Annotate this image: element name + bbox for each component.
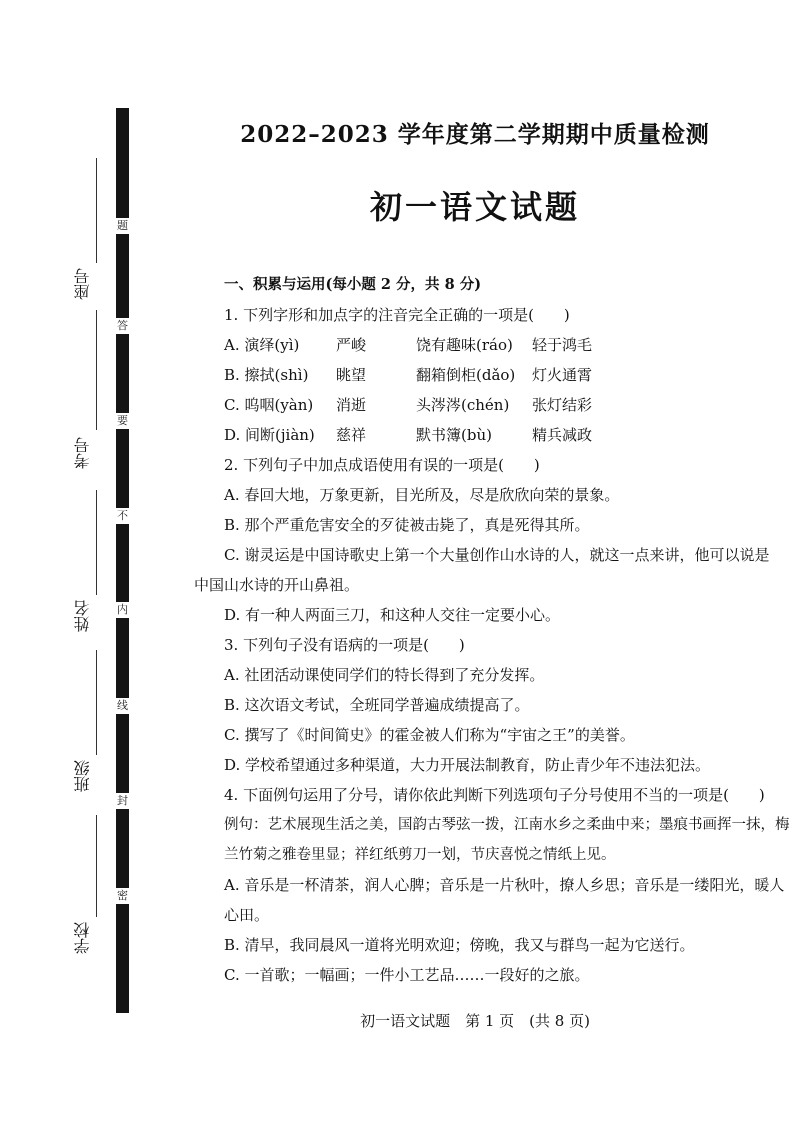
q1-d-4: 精兵减政 xyxy=(532,426,593,444)
name-field[interactable] xyxy=(96,490,97,595)
question-content xyxy=(194,270,792,990)
q1-stem: 1. 下列字形和加点字的注音完全正确的一项是( ) xyxy=(224,306,570,324)
q1-a-2: 严峻 xyxy=(336,336,367,354)
exam-subtitle: 初一语文试题 xyxy=(369,188,580,226)
q4-example: 例句：艺术展现生活之美，国韵古琴弦一拨，江南水乡之柔曲中来；墨痕书画挥一抹，梅兰竹菊之雅卷里显；祥红纸剪刀一划，节庆喜悦之情纸上见。 xyxy=(224,817,790,863)
q1-b-2: 眺望 xyxy=(336,366,367,384)
class-label: 班级 xyxy=(73,760,92,792)
binding-bar xyxy=(116,108,129,1013)
page-footer: 初一语文试题 第 1 页 (共 8 页) xyxy=(360,1012,590,1030)
q3-option-c: C. 撰写了《时间简史》的霍金被人们称为“宇宙之王”的美誉。 xyxy=(224,726,635,744)
q1-c-1: C. 呜咽(yàn) xyxy=(224,396,314,414)
q3-option-a: A. 社团活动课使同学们的特长得到了充分发挥。 xyxy=(224,666,545,684)
q4-option-a: A. 音乐是一杯清茶，润人心脾；音乐是一片秋叶，撩人乡思；音乐是一缕阳光，暖人心田。 xyxy=(224,876,785,924)
exam-number-field[interactable] xyxy=(96,310,97,430)
seal-char-da: 答 xyxy=(117,319,128,332)
q1-b-3: 翻箱倒柜(dǎo) xyxy=(416,366,516,384)
seal-char-feng: 封 xyxy=(117,794,128,807)
school-label: 学校 xyxy=(73,922,92,954)
q1-d-1: D. 间断(jiàn) xyxy=(224,426,315,444)
class-field[interactable] xyxy=(96,650,97,755)
q1-c-3: 头涔涔(chén) xyxy=(416,396,510,414)
q1-c-4: 张灯结彩 xyxy=(532,396,593,414)
q1-option-c xyxy=(194,390,792,420)
q1-c-2: 消逝 xyxy=(336,396,367,414)
q2-option-c-line2: 中国山水诗的开山鼻祖。 xyxy=(194,576,360,594)
name-label: 姓名 xyxy=(73,600,92,632)
q3-stem: 3. 下列句子没有语病的一项是( ) xyxy=(224,636,465,654)
seal-char-bu: 不 xyxy=(117,509,128,522)
seal-char-nei: 内 xyxy=(117,603,128,616)
seal-char-yao: 要 xyxy=(117,414,128,427)
q1-d-2: 慈祥 xyxy=(336,426,367,444)
seat-number-label: 座号 xyxy=(73,268,92,300)
seat-number-field[interactable] xyxy=(96,158,97,263)
school-field[interactable] xyxy=(96,815,97,917)
q1-d-3: 默书簿(bù) xyxy=(416,426,492,444)
seal-char-mi: 密 xyxy=(117,889,128,902)
q4-stem: 4. 下面例句运用了分号，请你依此判断下列选项句子分号使用不当的一项是( ) xyxy=(224,786,765,804)
q3-option-d: D. 学校希望通过多种渠道，大力开展法制教育，防止青少年不违法犯法。 xyxy=(224,756,711,774)
seal-char-ti: 题 xyxy=(117,219,128,232)
q4-option-b: B. 清早，我同晨风一道将光明欢迎；傍晚，我又与群鸟一起为它送行。 xyxy=(224,936,695,954)
q1-option-b xyxy=(194,360,792,390)
q2-option-c-line1: C. 谢灵运是中国诗歌史上第一个大量创作山水诗的人，就这一点来讲，他可以说是 xyxy=(224,546,770,564)
seal-char-xian: 线 xyxy=(117,699,128,712)
q1-a-4: 轻于鸿毛 xyxy=(532,336,593,354)
q1-a-3: 饶有趣味(ráo) xyxy=(416,336,513,354)
q1-a-1: A. 演绎(yì) xyxy=(224,336,300,354)
q1-b-4: 灯火通霄 xyxy=(532,366,593,384)
q4-option-c: C. 一首歌；一幅画；一件小工艺品……一段好的之旅。 xyxy=(224,966,590,984)
q1-b-1: B. 擦拭(shì) xyxy=(224,366,309,384)
q1-option-a xyxy=(194,330,792,360)
section-heading: 一、积累与运用(每小题 2 分，共 8 分) xyxy=(224,276,482,293)
q3-option-b: B. 这次语文考试，全班同学普遍成绩提高了。 xyxy=(224,696,530,714)
q2-option-b: B. 那个严重危害安全的歹徒被击毙了，真是死得其所。 xyxy=(224,516,590,534)
q2-option-a: A. 春回大地，万象更新，目光所及，尽是欣欣向荣的景象。 xyxy=(224,486,620,504)
exam-number-label: 考号 xyxy=(73,437,92,469)
q1-option-d xyxy=(194,420,792,450)
exam-title: 2022–2023 学年度第二学期期中质量检测 xyxy=(240,121,710,148)
q2-stem: 2. 下列句子中加点成语使用有误的一项是( ) xyxy=(224,456,540,474)
q2-option-d: D. 有一种人两面三刀，和这种人交往一定要小心。 xyxy=(224,606,561,624)
